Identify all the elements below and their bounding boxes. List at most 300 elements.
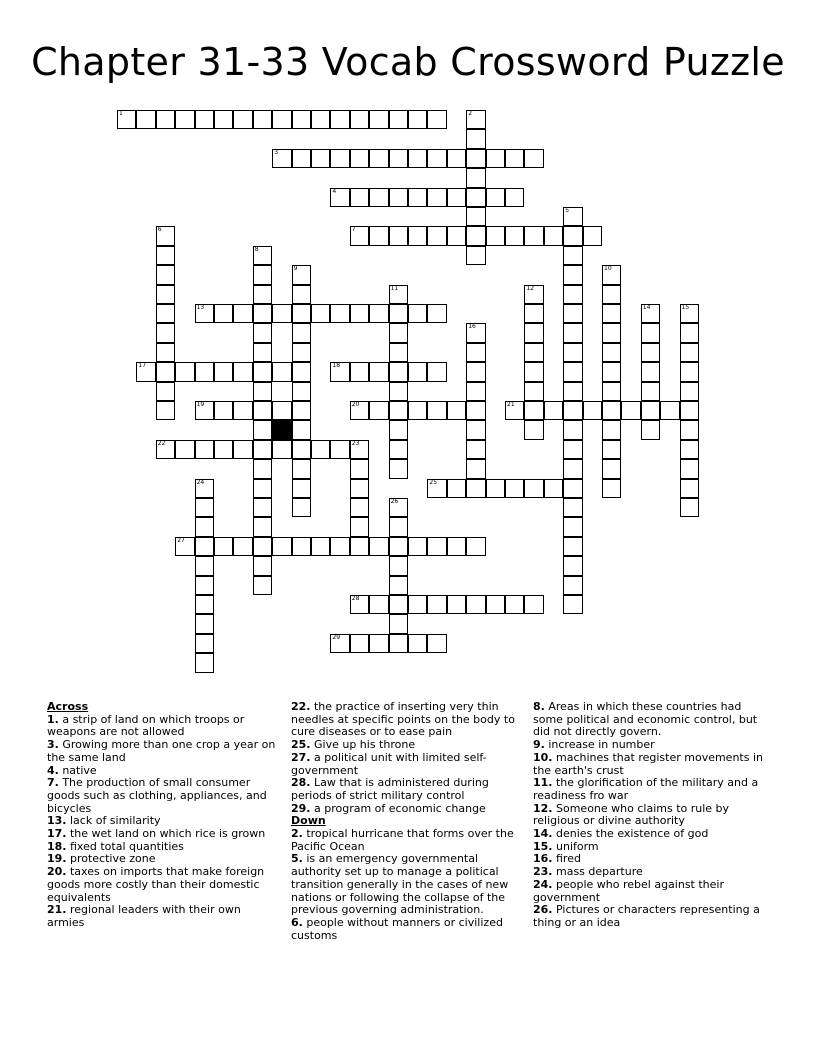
grid-cell[interactable] <box>253 362 272 381</box>
clue-num: 29. <box>291 801 311 815</box>
grid-cell[interactable] <box>641 420 660 439</box>
grid-cell[interactable] <box>253 537 272 556</box>
clue-text: Growing more than one crop a year on the same land <box>47 738 276 764</box>
grid-cell[interactable] <box>641 382 660 401</box>
grid-cell[interactable] <box>563 226 582 245</box>
grid-cell[interactable] <box>427 537 446 556</box>
clue-number: 14 <box>642 304 651 311</box>
grid-cell[interactable] <box>233 401 252 420</box>
grid-cell[interactable] <box>369 537 388 556</box>
clue-number: 28 <box>351 595 360 602</box>
clue-number: 16 <box>468 323 476 331</box>
clue-number: 5 <box>565 207 570 214</box>
grid-cell[interactable] <box>350 459 369 478</box>
grid-cell[interactable] <box>389 459 408 478</box>
grid-cell[interactable] <box>563 362 582 381</box>
grid-cell[interactable] <box>292 459 311 478</box>
grid-cell[interactable] <box>680 323 699 342</box>
grid-cell[interactable] <box>253 401 272 420</box>
grid-cell[interactable] <box>156 226 175 245</box>
grid-cell[interactable] <box>350 401 369 420</box>
grid-cell[interactable] <box>292 149 311 168</box>
grid-cell[interactable] <box>195 362 214 381</box>
clue-text: native <box>58 763 97 777</box>
grid-cell[interactable] <box>466 323 485 342</box>
grid-cell[interactable] <box>330 188 349 207</box>
grid-cell[interactable] <box>272 304 291 323</box>
grid-cell[interactable] <box>253 459 272 478</box>
grid-cell[interactable] <box>466 188 485 207</box>
grid-cell[interactable] <box>292 401 311 420</box>
grid-cell[interactable] <box>389 420 408 439</box>
grid-cell[interactable] <box>544 479 563 498</box>
grid-cell[interactable] <box>350 304 369 323</box>
grid-cell[interactable] <box>389 362 408 381</box>
grid-cell[interactable] <box>272 110 291 129</box>
grid-cell[interactable] <box>602 265 621 284</box>
grid-cell[interactable] <box>505 595 524 614</box>
grid-cell[interactable] <box>680 362 699 381</box>
grid-cell[interactable] <box>408 188 427 207</box>
grid-cell[interactable] <box>447 479 466 498</box>
grid-cell[interactable] <box>389 304 408 323</box>
grid-cell[interactable] <box>214 304 233 323</box>
clue-number: 25 <box>429 478 438 486</box>
grid-cell[interactable] <box>350 634 369 653</box>
grid-cell[interactable] <box>505 188 524 207</box>
grid-cell[interactable] <box>330 304 349 323</box>
grid-cell[interactable] <box>253 343 272 362</box>
clue-text: Give up his throne <box>310 738 416 752</box>
grid-cell[interactable] <box>195 576 214 595</box>
grid-cell[interactable] <box>195 614 214 633</box>
grid-cell[interactable] <box>680 304 699 323</box>
grid-cell[interactable] <box>233 537 252 556</box>
grid-cell[interactable] <box>505 401 524 420</box>
grid-cell[interactable] <box>369 149 388 168</box>
grid-cell[interactable] <box>466 168 485 187</box>
grid-cell[interactable] <box>408 110 427 129</box>
grid-cell[interactable] <box>156 285 175 304</box>
grid-cell[interactable] <box>563 517 582 536</box>
grid-cell[interactable] <box>408 401 427 420</box>
grid-cell[interactable] <box>408 304 427 323</box>
grid-cell[interactable] <box>330 634 349 653</box>
grid-cell[interactable] <box>195 537 214 556</box>
grid-cell[interactable] <box>389 556 408 575</box>
grid-cell[interactable] <box>680 401 699 420</box>
grid-cell[interactable] <box>583 401 602 420</box>
grid-cell[interactable] <box>680 440 699 459</box>
grid-cell[interactable] <box>466 382 485 401</box>
grid-cell[interactable] <box>427 401 446 420</box>
grid-cell[interactable] <box>602 440 621 459</box>
grid-cell[interactable] <box>330 149 349 168</box>
grid-cell[interactable] <box>175 110 194 129</box>
grid-cell[interactable] <box>447 401 466 420</box>
clue-num: 16. <box>533 852 553 866</box>
grid-cell[interactable] <box>466 440 485 459</box>
grid-cell[interactable] <box>466 479 485 498</box>
grid-cell[interactable] <box>195 634 214 653</box>
grid-cell[interactable] <box>272 362 291 381</box>
grid-cell[interactable] <box>233 440 252 459</box>
grid-cell[interactable] <box>253 498 272 517</box>
grid-cell[interactable] <box>156 246 175 265</box>
grid-cell[interactable] <box>602 362 621 381</box>
grid-cell[interactable] <box>253 576 272 595</box>
grid-cell[interactable] <box>350 110 369 129</box>
grid-cell[interactable] <box>350 517 369 536</box>
grid-cell[interactable] <box>389 537 408 556</box>
grid-cell[interactable] <box>195 556 214 575</box>
grid-cell[interactable] <box>117 110 136 129</box>
grid-cell[interactable] <box>272 149 291 168</box>
grid-cell[interactable] <box>524 226 543 245</box>
grid-cell[interactable] <box>156 440 175 459</box>
grid-cell[interactable] <box>466 401 485 420</box>
grid-cell[interactable] <box>195 595 214 614</box>
grid-cell[interactable] <box>292 285 311 304</box>
clue-text: Pictures or characters representing a thing or an idea <box>533 903 760 929</box>
grid-cell[interactable] <box>563 556 582 575</box>
grid-cell[interactable] <box>369 401 388 420</box>
grid-cell[interactable] <box>427 226 446 245</box>
grid-cell[interactable] <box>369 188 388 207</box>
grid-cell[interactable] <box>253 110 272 129</box>
grid-cell[interactable] <box>466 110 485 129</box>
grid-cell[interactable] <box>389 188 408 207</box>
grid-cell[interactable] <box>253 304 272 323</box>
grid-cell[interactable] <box>427 188 446 207</box>
clue-text: mass departure <box>552 865 643 879</box>
clue-num: 1. <box>47 712 59 726</box>
grid-cell[interactable] <box>524 149 543 168</box>
grid-cell[interactable] <box>641 323 660 342</box>
grid-cell[interactable] <box>350 188 369 207</box>
grid-cell[interactable] <box>389 576 408 595</box>
grid-cell[interactable] <box>253 440 272 459</box>
grid-cell[interactable] <box>350 498 369 517</box>
clue-num: 26. <box>533 903 553 917</box>
grid-cell[interactable] <box>253 479 272 498</box>
grid-cell[interactable] <box>524 304 543 323</box>
grid-cell[interactable] <box>408 537 427 556</box>
grid-cell[interactable] <box>389 440 408 459</box>
grid-cell[interactable] <box>156 304 175 323</box>
grid-cell[interactable] <box>156 362 175 381</box>
grid-cell[interactable] <box>369 304 388 323</box>
grid-cell[interactable] <box>505 479 524 498</box>
grid-cell[interactable] <box>156 110 175 129</box>
grid-cell[interactable] <box>427 479 446 498</box>
grid-cell[interactable] <box>253 265 272 284</box>
grid-cell[interactable] <box>563 401 582 420</box>
grid-cell[interactable] <box>486 188 505 207</box>
grid-cell[interactable] <box>175 362 194 381</box>
grid-cell[interactable] <box>602 323 621 342</box>
grid-cell[interactable] <box>486 226 505 245</box>
grid-cell[interactable] <box>214 537 233 556</box>
grid-cell[interactable] <box>563 537 582 556</box>
grid-cell[interactable] <box>369 595 388 614</box>
grid-cell[interactable] <box>195 653 214 672</box>
grid-cell[interactable] <box>563 285 582 304</box>
grid-cell[interactable] <box>389 149 408 168</box>
grid-cell[interactable] <box>233 304 252 323</box>
grid-cell[interactable] <box>486 479 505 498</box>
grid-cell[interactable] <box>466 459 485 478</box>
grid-cell[interactable] <box>195 110 214 129</box>
grid-cell[interactable] <box>602 285 621 304</box>
grid-cell[interactable] <box>292 440 311 459</box>
grid-cell[interactable] <box>660 401 679 420</box>
grid-cell[interactable] <box>524 401 543 420</box>
grid-cell[interactable] <box>389 401 408 420</box>
grid-cell[interactable] <box>447 595 466 614</box>
grid-cell[interactable] <box>136 110 155 129</box>
grid-cell[interactable] <box>292 265 311 284</box>
grid-cell[interactable] <box>505 149 524 168</box>
grid-cell[interactable] <box>621 401 640 420</box>
grid-cell[interactable] <box>253 556 272 575</box>
grid-cell[interactable] <box>524 479 543 498</box>
grid-cell[interactable] <box>156 401 175 420</box>
grid-cell[interactable] <box>389 285 408 304</box>
grid-cell[interactable] <box>427 595 446 614</box>
grid-cell[interactable] <box>583 226 602 245</box>
grid-cell[interactable] <box>447 226 466 245</box>
grid-cell[interactable] <box>292 537 311 556</box>
grid-cell[interactable] <box>369 634 388 653</box>
grid-cell[interactable] <box>292 362 311 381</box>
grid-cell[interactable] <box>272 440 291 459</box>
grid-cell[interactable] <box>408 226 427 245</box>
grid-cell[interactable] <box>330 537 349 556</box>
grid-cell[interactable] <box>389 595 408 614</box>
grid-cell[interactable] <box>447 188 466 207</box>
grid-cell[interactable] <box>350 362 369 381</box>
grid-cell[interactable] <box>350 479 369 498</box>
clue-text: the practice of inserting very thin needles at specific points on the body to cure diseases or to ease pain <box>291 700 515 739</box>
grid-cell[interactable] <box>369 110 388 129</box>
grid-cell[interactable] <box>680 479 699 498</box>
grid-cell[interactable] <box>156 323 175 342</box>
grid-cell[interactable] <box>389 343 408 362</box>
grid-cell[interactable] <box>524 595 543 614</box>
clue-number: 8 <box>254 245 259 253</box>
grid-cell[interactable] <box>214 362 233 381</box>
grid-cell[interactable] <box>292 479 311 498</box>
grid-cell[interactable] <box>408 362 427 381</box>
grid-cell[interactable] <box>330 440 349 459</box>
grid-cell[interactable] <box>369 226 388 245</box>
grid-cell[interactable] <box>292 420 311 439</box>
grid-cell[interactable] <box>466 595 485 614</box>
grid-cell[interactable] <box>350 440 369 459</box>
grid-cell[interactable] <box>253 323 272 342</box>
grid-cell[interactable] <box>214 401 233 420</box>
grid-cell[interactable] <box>136 362 155 381</box>
grid-cell[interactable] <box>292 323 311 342</box>
grid-cell[interactable] <box>253 285 272 304</box>
grid-cell[interactable] <box>641 343 660 362</box>
grid-cell[interactable] <box>330 362 349 381</box>
grid-cell[interactable] <box>214 440 233 459</box>
grid-cell[interactable] <box>563 207 582 226</box>
grid-cell[interactable] <box>350 226 369 245</box>
clue-num: 2. <box>291 827 303 841</box>
clue-num: 23. <box>533 865 553 879</box>
grid-cell[interactable] <box>408 149 427 168</box>
grid-cell[interactable] <box>427 634 446 653</box>
grid-cell[interactable] <box>466 362 485 381</box>
grid-cell[interactable] <box>389 498 408 517</box>
grid-cell[interactable] <box>311 304 330 323</box>
grid-cell[interactable] <box>563 304 582 323</box>
grid-cell[interactable] <box>680 498 699 517</box>
grid-cell[interactable] <box>408 634 427 653</box>
grid-cell[interactable] <box>641 362 660 381</box>
grid-cell[interactable] <box>602 382 621 401</box>
grid-cell[interactable] <box>524 362 543 381</box>
grid-cell[interactable] <box>563 265 582 284</box>
grid-cell[interactable] <box>447 537 466 556</box>
grid-cell[interactable] <box>253 420 272 439</box>
grid-cell[interactable] <box>311 537 330 556</box>
grid-cell[interactable] <box>466 226 485 245</box>
grid-cell[interactable] <box>292 304 311 323</box>
grid-cell[interactable] <box>641 401 660 420</box>
grid-cell[interactable] <box>466 129 485 148</box>
grid-cell[interactable] <box>292 382 311 401</box>
grid-cell[interactable] <box>524 382 543 401</box>
grid-cell[interactable] <box>389 323 408 342</box>
grid-cell[interactable] <box>311 440 330 459</box>
clue-text: The production of small consumer goods such as clothing, appliances, and bicycles <box>47 776 267 815</box>
grid-cell[interactable] <box>195 498 214 517</box>
grid-cell[interactable] <box>156 382 175 401</box>
grid-cell[interactable] <box>175 537 194 556</box>
grid-cell[interactable] <box>389 634 408 653</box>
clue-number: 18 <box>332 362 341 370</box>
grid-cell[interactable] <box>427 149 446 168</box>
grid-cell[interactable] <box>408 595 427 614</box>
grid-cell[interactable] <box>466 343 485 362</box>
grid-cell[interactable] <box>680 420 699 439</box>
grid-cell[interactable] <box>563 440 582 459</box>
grid-cell[interactable] <box>233 110 252 129</box>
grid-cell[interactable] <box>427 362 446 381</box>
down-clue <box>533 879 767 904</box>
grid-cell[interactable] <box>195 517 214 536</box>
grid-cell[interactable] <box>350 149 369 168</box>
grid-cell[interactable] <box>563 576 582 595</box>
grid-cell[interactable] <box>253 517 272 536</box>
grid-cell[interactable] <box>466 537 485 556</box>
grid-cell[interactable] <box>272 537 291 556</box>
grid-cell[interactable] <box>427 110 446 129</box>
grid-cell[interactable] <box>389 614 408 633</box>
grid-cell[interactable] <box>641 304 660 323</box>
grid-cell[interactable] <box>563 323 582 342</box>
clue-text: a program of economic change <box>310 801 486 815</box>
grid-cell[interactable] <box>195 440 214 459</box>
grid-cell[interactable] <box>466 420 485 439</box>
grid-cell[interactable] <box>466 207 485 226</box>
grid-cell[interactable] <box>524 343 543 362</box>
grid-cell[interactable] <box>563 595 582 614</box>
grid-cell[interactable] <box>563 479 582 498</box>
grid-cell[interactable] <box>427 304 446 323</box>
grid-cell[interactable] <box>524 285 543 304</box>
grid-cell[interactable] <box>292 110 311 129</box>
grid-cell[interactable] <box>389 517 408 536</box>
grid-cell[interactable] <box>195 401 214 420</box>
grid-cell[interactable] <box>195 479 214 498</box>
grid-cell[interactable] <box>602 420 621 439</box>
grid-cell[interactable] <box>602 459 621 478</box>
grid-cell[interactable] <box>544 226 563 245</box>
grid-cell[interactable] <box>524 323 543 342</box>
clue-num: 27. <box>291 750 311 764</box>
clue-column-2 <box>291 701 525 942</box>
grid-cell[interactable] <box>156 343 175 362</box>
grid-cell[interactable] <box>524 420 543 439</box>
grid-cell[interactable] <box>563 246 582 265</box>
grid-cell[interactable] <box>292 343 311 362</box>
grid-cell[interactable] <box>680 343 699 362</box>
grid-cell[interactable] <box>311 149 330 168</box>
grid-cell[interactable] <box>253 382 272 401</box>
grid-cell[interactable] <box>680 382 699 401</box>
grid-cell[interactable] <box>602 401 621 420</box>
grid-cell[interactable] <box>214 110 233 129</box>
grid-cell[interactable] <box>195 304 214 323</box>
grid-cell[interactable] <box>602 304 621 323</box>
grid-cell[interactable] <box>389 226 408 245</box>
grid-cell[interactable] <box>156 265 175 284</box>
grid-cell[interactable] <box>292 498 311 517</box>
grid-cell[interactable] <box>272 401 291 420</box>
grid-cell[interactable] <box>369 362 388 381</box>
grid-cell[interactable] <box>544 401 563 420</box>
grid-cell[interactable] <box>466 149 485 168</box>
grid-cell[interactable] <box>447 149 466 168</box>
grid-cell[interactable] <box>563 498 582 517</box>
grid-cell[interactable] <box>602 479 621 498</box>
grid-cell[interactable] <box>253 246 272 265</box>
grid-cell[interactable] <box>505 226 524 245</box>
grid-cell[interactable] <box>175 440 194 459</box>
grid-cell[interactable] <box>466 246 485 265</box>
grid-cell[interactable] <box>389 110 408 129</box>
grid-cell[interactable] <box>563 459 582 478</box>
grid-cell[interactable] <box>486 595 505 614</box>
grid-cell[interactable] <box>330 110 349 129</box>
grid-cell[interactable] <box>311 110 330 129</box>
grid-cell[interactable] <box>563 420 582 439</box>
grid-cell[interactable] <box>350 537 369 556</box>
grid-cell[interactable] <box>563 382 582 401</box>
grid-cell[interactable] <box>486 149 505 168</box>
grid-cell[interactable] <box>233 362 252 381</box>
grid-cell[interactable] <box>680 459 699 478</box>
grid-cell[interactable] <box>602 343 621 362</box>
grid-cell[interactable] <box>389 382 408 401</box>
grid-cell[interactable] <box>350 595 369 614</box>
grid-cell[interactable] <box>563 343 582 362</box>
